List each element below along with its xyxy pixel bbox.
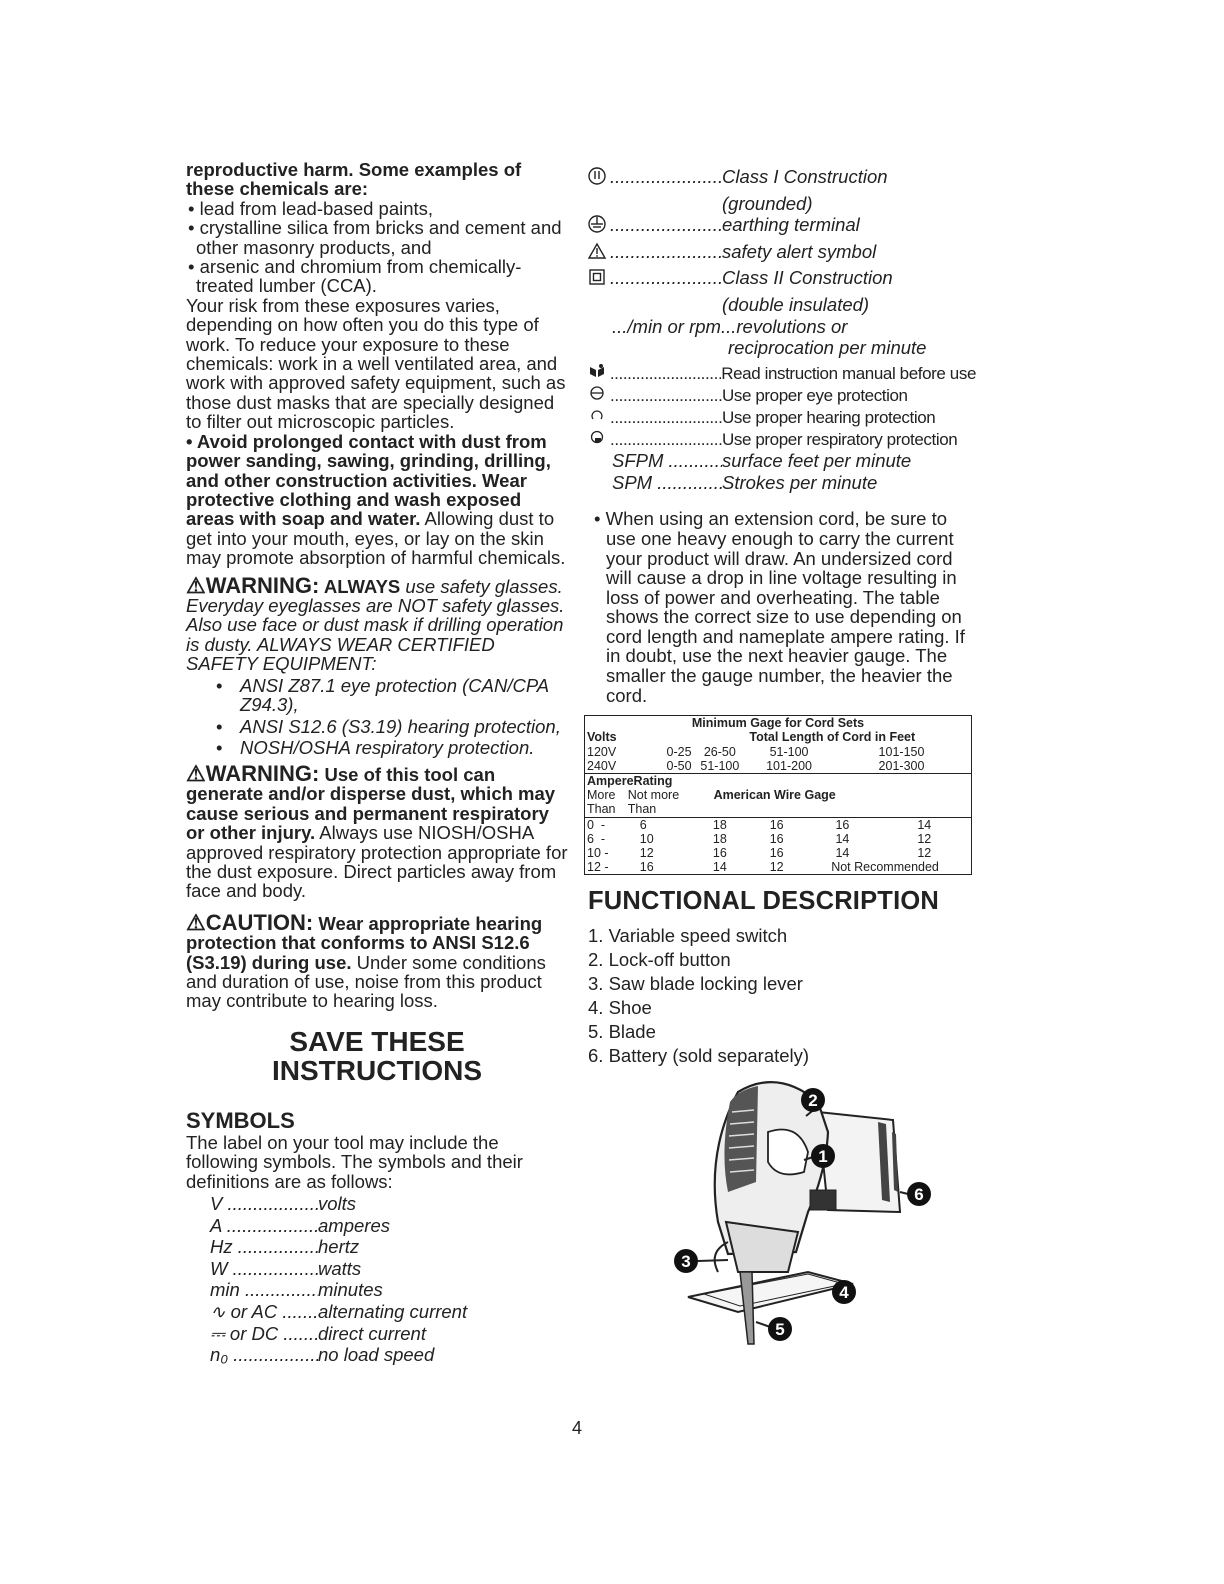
class-2-icon xyxy=(584,267,610,294)
table-cell: 16 xyxy=(712,846,727,861)
symbol-value: direct current xyxy=(318,1322,426,1344)
list-item: 2. Lock-off button xyxy=(588,949,731,971)
table-cell: - xyxy=(604,846,609,861)
table-cell: 16 xyxy=(807,817,877,832)
table-row xyxy=(585,802,972,817)
warning-bold: Use of this tool can generate and/or disperse dust, which may cause serious and permanent respiratory or other injury. xyxy=(186,763,556,844)
warning-text: use safety glasses. Everyday eyeglasses are NOT safety glasses. Also use face or dust mask if drilling operation is dusty. ALWAYS WEAR CERTIFIED SAFETY EQUIPMENT: xyxy=(186,575,565,675)
warning-heading: ⚠WARNING: xyxy=(186,572,320,598)
symbol-value: Read instruction manual before use xyxy=(721,363,976,383)
dust-paragraph xyxy=(186,432,568,568)
warning-rest: Always use NIOSH/OSHA approved respiratory protection appropriate for the dust exposure. Direct particles away from face and body. xyxy=(186,822,568,902)
symbol-row xyxy=(584,166,976,193)
table-cell: More xyxy=(587,788,616,803)
warning-heading: ⚠WARNING: xyxy=(186,760,320,786)
symbol-value: Use proper eye protection xyxy=(722,386,908,406)
callout-2 xyxy=(801,1088,825,1112)
table-cell: 240V xyxy=(587,758,617,773)
symbol-value: Strokes per minute xyxy=(722,471,878,493)
table-cell: - xyxy=(604,860,609,875)
table-cell: 16 xyxy=(769,831,784,846)
dust-bold: • Avoid prolonged contact with dust from power sanding, sawing, grinding, drilling, and other construction activities. Wear protective clothing and wash exposed areas with soap and water. xyxy=(186,430,551,530)
read-manual-icon xyxy=(584,363,610,386)
symbols-intro: The label on your tool may include the following symbols. The symbols and their definitions are as follows: xyxy=(186,1131,523,1192)
warning-safety-glasses xyxy=(186,572,568,675)
caution-bold: Wear appropriate hearing protection that conforms to ANSI S12.6 (S3.19) during use. xyxy=(186,912,543,973)
symbol-row xyxy=(584,450,976,472)
callout-4 xyxy=(832,1280,856,1304)
symbols-heading: SYMBOLS xyxy=(186,1107,295,1133)
symbol-row xyxy=(584,363,976,386)
table-cell: 16 xyxy=(639,860,654,875)
symbol-key: A ..... xyxy=(186,1215,318,1237)
symbol-row xyxy=(584,267,976,294)
symbol-value: surface feet per minute xyxy=(722,450,912,472)
symbol-value: minutes xyxy=(318,1279,383,1301)
always-bold: ALWAYS xyxy=(319,575,401,597)
symbol-value: amperes xyxy=(318,1214,390,1236)
table-cell: 0-50 xyxy=(666,758,692,773)
table-cell: 14 xyxy=(712,860,727,875)
symbol-key: SPM ..... xyxy=(612,472,722,494)
symbol-row xyxy=(186,1323,568,1345)
svg-text:3: 3 xyxy=(681,1252,691,1271)
caution-heading: ⚠CAUTION: xyxy=(186,909,314,935)
table-cell: 101-150 xyxy=(878,744,925,759)
symbol-value: alternating current xyxy=(318,1301,468,1322)
hearing-protection-icon xyxy=(584,407,610,429)
table-row xyxy=(585,716,972,731)
table-cell: 120V xyxy=(587,744,617,759)
table-cell: Than xyxy=(627,802,657,817)
list-item: 5. Blade xyxy=(588,1021,656,1043)
symbol-row xyxy=(186,1279,568,1301)
table-cell: 26-50 xyxy=(703,744,736,759)
table-cell: Not Recommended xyxy=(831,860,939,875)
symbol-row xyxy=(584,472,976,494)
callout-1 xyxy=(811,1144,835,1168)
symbol-row xyxy=(584,429,976,451)
svg-text:6: 6 xyxy=(914,1185,924,1204)
caution-hearing xyxy=(186,909,568,1012)
callout-5 xyxy=(768,1317,792,1341)
table-title: Minimum Gage for Cord Sets xyxy=(691,716,865,731)
symbol-row xyxy=(584,337,976,359)
hazard-intro: reproductive harm. Some examples of these chemicals are: xyxy=(186,159,522,200)
table-cell: 12 xyxy=(769,860,784,875)
symbol-value: Use proper respiratory protection xyxy=(722,429,958,449)
table-row xyxy=(585,832,972,846)
symbol-row xyxy=(186,1215,568,1237)
symbol-value: Use proper hearing protection xyxy=(722,407,936,427)
page-number: 4 xyxy=(572,1418,583,1438)
respiratory-protection-icon xyxy=(584,429,610,451)
symbol-key: W ..... xyxy=(186,1258,318,1280)
svg-text:1: 1 xyxy=(818,1147,828,1166)
cord-gage-table xyxy=(584,715,972,875)
table-row xyxy=(585,817,972,832)
symbol-row xyxy=(186,1258,568,1280)
symbol-value: Class II Construction xyxy=(722,267,893,289)
list-item: 4. Shoe xyxy=(588,997,652,1019)
table-cell: 6 xyxy=(626,817,694,832)
table-cell: 18 xyxy=(694,817,747,832)
table-row xyxy=(585,788,972,802)
table-row xyxy=(585,730,972,744)
table-cell: 201-300 xyxy=(878,758,925,773)
symbol-key: min ..... xyxy=(186,1279,318,1301)
list-item: • NOSH/OSHA respiratory protection. xyxy=(186,738,568,758)
list-item: • ANSI Z87.1 eye protection (CAN/CPA Z94.3), xyxy=(186,676,568,715)
functional-description-heading: FUNCTIONAL DESCRIPTION xyxy=(588,887,940,916)
symbol-key: ⎓ or DC ..... xyxy=(186,1323,318,1345)
symbol-value: Class I Construction xyxy=(722,166,888,187)
table-cell: 12 xyxy=(587,860,601,875)
warning-dust xyxy=(186,760,568,902)
symbol-value: reciprocation per minute xyxy=(728,337,927,359)
symbol-key: SFPM ..... xyxy=(612,450,722,472)
symbol-row xyxy=(584,193,976,215)
table-cell: 14 xyxy=(835,846,850,861)
symbol-value: (grounded) xyxy=(722,192,813,214)
symbol-row xyxy=(584,294,976,316)
symbol-key: n₀ ..... xyxy=(186,1344,318,1366)
symbol-key: ∿ or AC ..... xyxy=(186,1301,318,1323)
svg-text:4: 4 xyxy=(839,1283,849,1302)
symbol-row xyxy=(186,1193,568,1215)
table-row xyxy=(585,846,972,860)
table-cell: American Wire Gage xyxy=(713,788,836,803)
save-line-1: SAVE THESE xyxy=(289,1025,465,1057)
hazard-bullet: • arsenic and chromium from chemically-treated lumber (CCA). xyxy=(188,256,522,297)
table-cell: 6 xyxy=(587,831,594,846)
table-cell: 12 xyxy=(917,846,932,861)
class-1-icon xyxy=(584,166,610,193)
table-cell: 10 xyxy=(587,846,601,861)
table-cell: 14 xyxy=(835,831,850,846)
eye-protection-icon xyxy=(584,385,610,407)
symbol-value: (double insulated) xyxy=(722,293,870,315)
symbol-row xyxy=(584,407,976,429)
symbol-row xyxy=(584,316,976,338)
extension-cord-paragraph: • When using an extension cord, be sure to use one heavy enough to carry the current your product will draw. An undersized cord will cause a drop in line voltage resulting in loss of power and overheating. The table shows the correct size to use depending on cord length and nameplate ampere rating. If in doubt, use the next heavier gauge. The smaller the gauge number, the heavier the cord. xyxy=(594,508,965,706)
table-row xyxy=(585,774,972,789)
table-cell: 12 xyxy=(639,846,654,861)
symbol-key: Hz ..... xyxy=(186,1236,318,1258)
symbol-value: volts xyxy=(318,1193,357,1215)
table-cell: - xyxy=(600,817,606,832)
symbol-value: earthing terminal xyxy=(722,214,860,236)
svg-text:5: 5 xyxy=(775,1320,785,1339)
table-cell: 101-200 xyxy=(766,758,812,773)
svg-text:2: 2 xyxy=(808,1091,818,1110)
safety-equipment-list xyxy=(186,676,568,758)
hazard-bullet: • lead from lead-based paints, xyxy=(188,197,434,219)
table-cell: 16 xyxy=(769,846,784,861)
table-cell: 18 xyxy=(712,831,727,846)
symbol-row xyxy=(186,1301,568,1323)
left-column xyxy=(186,160,568,1366)
symbol-row xyxy=(584,385,976,407)
caution-rest: Under some conditions and duration of use, noise from this product may contribute to hearing loss. xyxy=(186,951,546,1012)
callout-6 xyxy=(907,1182,931,1206)
symbol-row xyxy=(584,241,976,268)
table-row xyxy=(585,745,972,759)
table-cell: Than xyxy=(587,802,616,817)
symbol-value: no load speed xyxy=(318,1344,435,1366)
table-cell: 0 xyxy=(587,817,594,832)
safety-alert-icon xyxy=(584,241,610,268)
save-line-2: INSTRUCTIONS xyxy=(272,1054,482,1086)
table-cell: 10 xyxy=(639,831,654,846)
right-column xyxy=(584,166,976,1068)
symbol-value: safety alert symbol xyxy=(722,240,877,262)
list-item: 3. Saw blade locking lever xyxy=(588,973,803,995)
table-cell: - xyxy=(600,831,606,846)
save-instructions-heading xyxy=(186,1027,568,1085)
functional-list xyxy=(584,924,976,1068)
table-cell: 51-100 xyxy=(769,744,809,759)
jigsaw-drawing xyxy=(668,1072,938,1347)
table-cell: 16 xyxy=(746,817,807,832)
list-item: • ANSI S12.6 (S3.19) hearing protection, xyxy=(186,717,568,737)
table-cell: 14 xyxy=(878,817,972,832)
list-item: 1. Variable speed switch xyxy=(588,925,788,947)
risk-paragraph: Your risk from these exposures varies, depending on how often you do this type of work. To reduce your exposure to these chemicals: work in a well ventilated area, and work with approved safety equipment, such as those dust masks that are specially designed to filter out microscopic particles. xyxy=(186,294,566,433)
earthing-terminal-icon xyxy=(584,214,610,241)
table-cell: Volts xyxy=(587,730,617,745)
dust-rest: Allowing dust to get into your mouth, eyes, or lay on the skin may promote absorption of harmful chemicals. xyxy=(186,508,566,569)
symbol-value: watts xyxy=(318,1257,362,1279)
callout-3 xyxy=(674,1249,698,1273)
symbol-key: .../min or rpm... xyxy=(612,315,737,337)
table-row xyxy=(585,860,972,875)
table-cell: Total Length of Cord in Feet xyxy=(749,730,916,745)
table-cell: Not more xyxy=(627,788,680,803)
hazard-bullet: • crystalline silica from bricks and cement and other masonry products, and xyxy=(188,217,562,258)
jigsaw-illustration xyxy=(668,1072,938,1352)
symbol-row xyxy=(186,1344,568,1366)
table-cell: 51-100 xyxy=(700,758,740,773)
symbol-row xyxy=(584,214,976,241)
table-cell: 0-25 xyxy=(666,744,692,759)
table-row xyxy=(585,759,972,774)
table-cell: 12 xyxy=(917,831,932,846)
table-cell: AmpereRating xyxy=(585,774,972,789)
symbol-value: revolutions or xyxy=(736,315,848,337)
symbols-list xyxy=(186,1193,568,1366)
symbol-value: hertz xyxy=(318,1236,360,1258)
list-item: 6. Battery (sold separately) xyxy=(588,1045,810,1067)
symbol-row xyxy=(186,1236,568,1258)
symbol-key: V ..... xyxy=(186,1193,318,1215)
